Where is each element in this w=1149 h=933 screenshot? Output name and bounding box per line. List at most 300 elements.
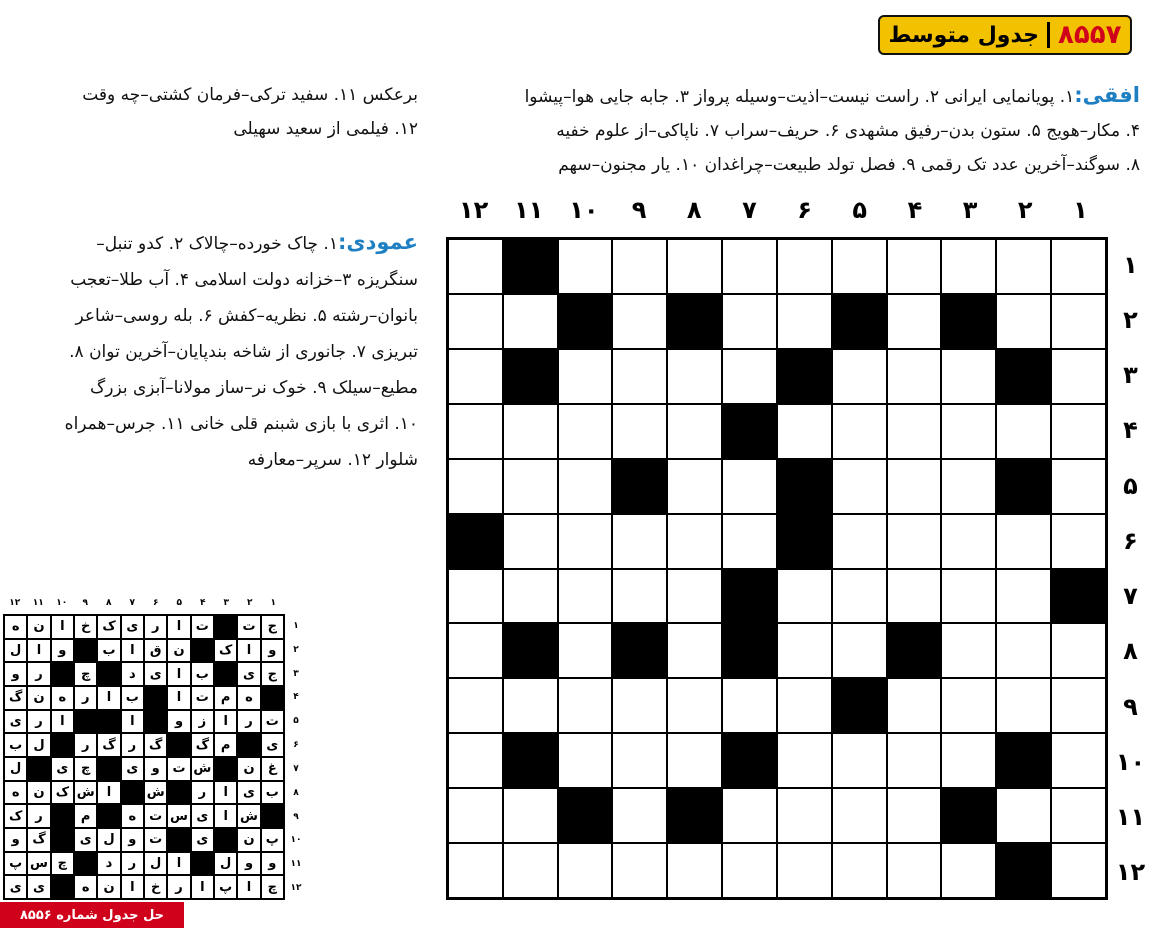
vertical-clues: [0, 224, 418, 478]
grid-cell[interactable]: [612, 569, 667, 624]
grid-cell[interactable]: [503, 514, 558, 569]
grid-cell[interactable]: [996, 404, 1051, 459]
grid-cell[interactable]: [887, 843, 942, 898]
solution-cell: ه: [51, 686, 74, 710]
black-cell: [722, 623, 777, 678]
grid-cell[interactable]: [448, 569, 503, 624]
solution-black-cell: [214, 828, 237, 852]
solution-cell: ل: [4, 639, 27, 663]
solution-column-number-7: ۷: [129, 598, 135, 608]
solution-black-cell: [167, 781, 190, 805]
title-label: جدول متوسط: [888, 22, 1040, 48]
grid-cell[interactable]: [448, 404, 503, 459]
solution-cell: و: [4, 828, 27, 852]
grid-cell[interactable]: [832, 788, 887, 843]
vertical-clue-line: ۱۰. اثری با بازی شبنم قلی خانی ۱۱. جرس–همراه: [64, 414, 418, 434]
solution-cell: ا: [167, 686, 190, 710]
black-cell: [667, 788, 722, 843]
column-number-8: ۸: [686, 196, 702, 224]
solution-cell: ا: [97, 686, 120, 710]
grid-cell[interactable]: [996, 623, 1051, 678]
solution-cell: ک: [214, 639, 237, 663]
title-separator: [1047, 22, 1050, 48]
grid-cell[interactable]: [941, 514, 996, 569]
column-number-12: ۱۲: [458, 196, 489, 224]
solution-cell: ی: [237, 781, 260, 805]
black-cell: [503, 239, 558, 294]
grid-cell[interactable]: [722, 459, 777, 514]
grid-cell[interactable]: [996, 239, 1051, 294]
solution-cell: ت: [191, 615, 214, 639]
vertical-clue-line: مطیع–سیلک ۹. خوک نر–ساز مولانا–آبزی بزرگ: [90, 378, 418, 398]
black-cell: [503, 349, 558, 404]
grid-cell[interactable]: [612, 678, 667, 733]
grid-cell[interactable]: [503, 459, 558, 514]
solution-black-cell: [97, 757, 120, 781]
solution-cell: چ: [74, 757, 97, 781]
solution-black-cell: [97, 662, 120, 686]
solution-cell: ر: [74, 686, 97, 710]
grid-cell[interactable]: [996, 788, 1051, 843]
grid-cell[interactable]: [941, 404, 996, 459]
solution-cell: ا: [214, 710, 237, 734]
crossword-grid: [446, 237, 1108, 900]
column-number-10: ۱۰: [569, 196, 599, 224]
solution-cell: ا: [51, 615, 74, 639]
grid-cell[interactable]: [503, 843, 558, 898]
solution-row-number-3: ۳: [293, 668, 299, 679]
black-cell: [996, 843, 1051, 898]
solution-black-cell: [214, 615, 237, 639]
solution-black-cell: [51, 662, 74, 686]
solution-cell: و: [261, 852, 284, 876]
solution-black-cell: [237, 733, 260, 757]
solution-cell: خ: [144, 875, 167, 899]
solution-black-cell: [97, 804, 120, 828]
grid-cell[interactable]: [887, 733, 942, 788]
grid-cell[interactable]: [1051, 788, 1106, 843]
grid-cell[interactable]: [1051, 459, 1106, 514]
solution-cell: ل: [97, 828, 120, 852]
grid-cell[interactable]: [448, 678, 503, 733]
solution-black-cell: [97, 710, 120, 734]
grid-cell[interactable]: [448, 294, 503, 349]
row-numbers: [1112, 237, 1149, 900]
grid-cell[interactable]: [1051, 733, 1106, 788]
column-number-3: ۳: [962, 196, 978, 224]
solution-cell: ا: [121, 875, 144, 899]
solution-cell: پ: [261, 828, 284, 852]
solution-row-number-11: ۱۱: [290, 859, 302, 870]
solution-cell: گ: [97, 733, 120, 757]
solution-column-number-3: ۳: [223, 598, 229, 608]
solution-black-cell: [214, 662, 237, 686]
solution-cell: گ: [144, 733, 167, 757]
solution-cell: ه: [121, 804, 144, 828]
solution-cell: ک: [97, 615, 120, 639]
solution-cell: و: [4, 662, 27, 686]
solution-cell: چ: [74, 662, 97, 686]
grid-cell[interactable]: [448, 623, 503, 678]
solution-cell: ل: [144, 852, 167, 876]
solution-column-number-5: ۵: [176, 598, 182, 608]
horizontal-clue-line: ۱۲. فیلمی از سعید سهیلی: [233, 119, 418, 139]
black-cell: [996, 459, 1051, 514]
grid-cell[interactable]: [777, 294, 832, 349]
grid-cell[interactable]: [887, 239, 942, 294]
grid-cell[interactable]: [887, 349, 942, 404]
solution-black-cell: [167, 828, 190, 852]
grid-cell[interactable]: [887, 788, 942, 843]
black-cell: [612, 623, 667, 678]
solution-black-cell: [51, 733, 74, 757]
column-number-7: ۷: [742, 196, 757, 224]
solution-cell: خ: [74, 615, 97, 639]
horizontal-label: افقی:: [1074, 83, 1140, 107]
grid-cell[interactable]: [887, 404, 942, 459]
solution-black-cell: [74, 710, 97, 734]
row-number-6: ۶: [1123, 526, 1138, 555]
grid-cell[interactable]: [612, 239, 667, 294]
grid-cell[interactable]: [832, 843, 887, 898]
solution-column-number-2: ۲: [247, 598, 253, 608]
grid-cell[interactable]: [667, 239, 722, 294]
solution-cell: ل: [4, 757, 27, 781]
solution-cell: ی: [121, 757, 144, 781]
grid-cell[interactable]: [887, 678, 942, 733]
grid-cell[interactable]: [777, 623, 832, 678]
solution-row-number-4: ۴: [293, 692, 299, 703]
grid-cell[interactable]: [503, 294, 558, 349]
column-numbers: [446, 196, 1108, 230]
grid-cell[interactable]: [558, 733, 613, 788]
grid-cell[interactable]: [832, 349, 887, 404]
grid-cell[interactable]: [503, 569, 558, 624]
black-cell: [722, 404, 777, 459]
grid-cell[interactable]: [722, 514, 777, 569]
solution-cell: ن: [237, 828, 260, 852]
solution-black-cell: [74, 852, 97, 876]
solution-cell: ر: [121, 733, 144, 757]
black-cell: [1051, 569, 1106, 624]
grid-cell[interactable]: [832, 239, 887, 294]
grid-cell[interactable]: [667, 843, 722, 898]
black-cell: [832, 294, 887, 349]
solution-black-cell: [121, 781, 144, 805]
grid-cell[interactable]: [448, 788, 503, 843]
solution-cell: ر: [74, 733, 97, 757]
grid-cell[interactable]: [448, 239, 503, 294]
grid-cell[interactable]: [612, 788, 667, 843]
solution-cell: و: [167, 710, 190, 734]
solution-cell: ه: [4, 781, 27, 805]
grid-cell[interactable]: [503, 788, 558, 843]
solution-cell: ر: [144, 615, 167, 639]
grid-cell[interactable]: [448, 349, 503, 404]
row-number-4: ۴: [1123, 416, 1138, 445]
solution-column-numbers: [3, 598, 285, 612]
solution-row-number-1: ۱: [293, 620, 299, 631]
grid-cell[interactable]: [941, 349, 996, 404]
solution-black-cell: [51, 804, 74, 828]
solution-cell: ت: [167, 757, 190, 781]
grid-cell[interactable]: [667, 678, 722, 733]
grid-cell[interactable]: [887, 514, 942, 569]
solution-black-cell: [144, 686, 167, 710]
black-cell: [503, 623, 558, 678]
horizontal-clue-line: برعکس ۱۱. سفید ترکی–فرمان کشتی–چه وقت: [82, 85, 418, 105]
black-cell: [777, 514, 832, 569]
grid-cell[interactable]: [996, 569, 1051, 624]
solution-grid: [3, 614, 285, 900]
vertical-clue-line: عمودی:۱. چاک خورده–چالاک ۲. کدو تنبل–: [96, 230, 418, 254]
black-cell: [612, 459, 667, 514]
solution-black-cell: [261, 686, 284, 710]
grid-cell[interactable]: [887, 459, 942, 514]
grid-cell[interactable]: [1051, 623, 1106, 678]
grid-cell[interactable]: [612, 294, 667, 349]
solution-cell: ت: [191, 686, 214, 710]
solution-column-number-4: ۴: [200, 598, 206, 608]
vertical-clue-line: شلوار ۱۲. سرپر–معارفه: [247, 450, 418, 470]
solution-cell: ی: [4, 710, 27, 734]
solution-cell: ا: [167, 852, 190, 876]
black-cell: [667, 294, 722, 349]
solution-row-number-5: ۵: [293, 716, 299, 727]
solution-cell: ل: [214, 852, 237, 876]
solution-cell: غ: [261, 757, 284, 781]
grid-cell[interactable]: [448, 843, 503, 898]
solution-black-cell: [261, 804, 284, 828]
grid-cell[interactable]: [612, 404, 667, 459]
row-number-9: ۹: [1123, 692, 1138, 721]
grid-cell[interactable]: [558, 514, 613, 569]
grid-cell[interactable]: [887, 294, 942, 349]
solution-cell: ن: [97, 875, 120, 899]
grid-cell[interactable]: [667, 733, 722, 788]
grid-cell[interactable]: [996, 678, 1051, 733]
solution-cell: ل: [27, 733, 50, 757]
grid-cell[interactable]: [722, 678, 777, 733]
grid-cell[interactable]: [503, 404, 558, 459]
solution-cell: ر: [167, 875, 190, 899]
grid-cell[interactable]: [667, 569, 722, 624]
grid-cell[interactable]: [558, 843, 613, 898]
grid-cell[interactable]: [1051, 404, 1106, 459]
grid-cell[interactable]: [722, 843, 777, 898]
grid-cell[interactable]: [832, 514, 887, 569]
solution-cell: ش: [237, 804, 260, 828]
solution-cell: ب: [97, 639, 120, 663]
solution-cell: ا: [191, 875, 214, 899]
solution-row-number-12: ۱۲: [290, 883, 302, 894]
solution-cell: ت: [237, 615, 260, 639]
solution-cell: و: [144, 757, 167, 781]
grid-cell[interactable]: [1051, 678, 1106, 733]
grid-cell[interactable]: [667, 349, 722, 404]
grid-cell[interactable]: [941, 623, 996, 678]
solution-cell: د: [97, 852, 120, 876]
solution-cell: ی: [4, 875, 27, 899]
grid-cell[interactable]: [941, 239, 996, 294]
column-number-9: ۹: [631, 196, 647, 224]
grid-cell[interactable]: [1051, 294, 1106, 349]
solution-cell: ق: [144, 639, 167, 663]
grid-cell[interactable]: [722, 349, 777, 404]
grid-cell[interactable]: [722, 788, 777, 843]
solution-cell: ش: [191, 757, 214, 781]
solution-row-number-8: ۸: [293, 787, 299, 798]
column-number-11: ۱۱: [514, 196, 544, 224]
grid-cell[interactable]: [558, 459, 613, 514]
black-cell: [941, 788, 996, 843]
grid-cell[interactable]: [941, 733, 996, 788]
grid-cell[interactable]: [667, 459, 722, 514]
solution-cell: ر: [191, 781, 214, 805]
grid-cell[interactable]: [1051, 239, 1106, 294]
solution-cell: ه: [4, 615, 27, 639]
solution-cell: ه: [237, 686, 260, 710]
grid-cell[interactable]: [722, 239, 777, 294]
grid-cell[interactable]: [832, 569, 887, 624]
solution-cell: ا: [237, 639, 260, 663]
grid-cell[interactable]: [558, 678, 613, 733]
solution-cell: ا: [167, 662, 190, 686]
row-number-8: ۸: [1123, 637, 1138, 666]
solution-cell: پ: [214, 875, 237, 899]
solution-black-cell: [144, 710, 167, 734]
black-cell: [448, 514, 503, 569]
solution-column-number-1: ۱: [270, 598, 276, 608]
grid-cell[interactable]: [558, 349, 613, 404]
solution-cell: س: [167, 804, 190, 828]
grid-cell[interactable]: [777, 678, 832, 733]
solution-cell: ر: [237, 710, 260, 734]
solution-cell: ب: [121, 686, 144, 710]
grid-cell[interactable]: [996, 294, 1051, 349]
horizontal-clues-continued: [0, 78, 418, 146]
solution-cell: ی: [144, 662, 167, 686]
vertical-clue-line: سنگریزه ۳–خزانه دولت اسلامی ۴. آب طلا–تعجب: [70, 270, 418, 290]
solution-cell: و: [121, 828, 144, 852]
solution-cell: ر: [27, 662, 50, 686]
solution-cell: ا: [121, 639, 144, 663]
solution-black-cell: [74, 639, 97, 663]
grid-cell[interactable]: [612, 843, 667, 898]
grid-cell[interactable]: [558, 569, 613, 624]
grid-cell[interactable]: [667, 623, 722, 678]
solution-cell: ا: [214, 781, 237, 805]
horizontal-clue-line: ۴. مکار–هویج ۵. ستون بدن–رفیق مشهدی ۶. حریف–سراب ۷. ناپاکی–از علوم خفیه: [556, 121, 1140, 141]
grid-cell[interactable]: [832, 404, 887, 459]
solution-cell: و: [51, 639, 74, 663]
black-cell: [887, 623, 942, 678]
solution-cell: گ: [27, 828, 50, 852]
grid-cell[interactable]: [667, 514, 722, 569]
solution-column-number-6: ۶: [153, 598, 159, 608]
solution-cell: ر: [27, 710, 50, 734]
grid-cell[interactable]: [448, 459, 503, 514]
solution-cell: و: [261, 639, 284, 663]
solution-cell: ی: [51, 757, 74, 781]
row-number-7: ۷: [1123, 582, 1138, 611]
solution-cell: ب: [191, 662, 214, 686]
grid-cell[interactable]: [777, 788, 832, 843]
grid-cell[interactable]: [667, 404, 722, 459]
solution-cell: م: [214, 686, 237, 710]
grid-cell[interactable]: [996, 514, 1051, 569]
grid-cell[interactable]: [722, 294, 777, 349]
solution-cell: ت: [144, 828, 167, 852]
grid-cell[interactable]: [941, 843, 996, 898]
grid-cell[interactable]: [448, 733, 503, 788]
solution-cell: ت: [261, 710, 284, 734]
solution-black-cell: [27, 757, 50, 781]
solution-cell: ک: [51, 781, 74, 805]
grid-cell[interactable]: [777, 239, 832, 294]
grid-cell[interactable]: [503, 678, 558, 733]
solution-black-cell: [51, 875, 74, 899]
grid-cell[interactable]: [1051, 843, 1106, 898]
grid-cell[interactable]: [558, 623, 613, 678]
grid-cell[interactable]: [777, 733, 832, 788]
solution-cell: د: [121, 662, 144, 686]
row-number-11: ۱۱: [1115, 803, 1146, 832]
solution-cell: پ: [4, 852, 27, 876]
row-number-10: ۱۰: [1115, 747, 1146, 776]
solution-row-numbers: [288, 614, 304, 900]
solution-cell: ن: [27, 686, 50, 710]
solution-cell: گ: [191, 733, 214, 757]
solution-cell: ک: [4, 804, 27, 828]
solution-row-number-2: ۲: [293, 644, 299, 655]
grid-cell[interactable]: [941, 678, 996, 733]
grid-cell[interactable]: [1051, 349, 1106, 404]
solution-cell: ا: [51, 710, 74, 734]
solution-black-cell: [51, 828, 74, 852]
grid-cell[interactable]: [777, 569, 832, 624]
grid-cell[interactable]: [612, 349, 667, 404]
solution-column-number-12: ۱۲: [9, 598, 21, 608]
grid-cell[interactable]: [612, 733, 667, 788]
grid-cell[interactable]: [777, 404, 832, 459]
solution-cell: م: [74, 804, 97, 828]
grid-cell[interactable]: [777, 843, 832, 898]
solution-row-number-10: ۱۰: [290, 835, 302, 846]
row-number-5: ۵: [1123, 471, 1138, 500]
grid-cell[interactable]: [887, 569, 942, 624]
solution-cell: ن: [167, 639, 190, 663]
grid-cell[interactable]: [941, 569, 996, 624]
solution-cell: ی: [27, 875, 50, 899]
solution-row-number-7: ۷: [293, 763, 299, 774]
solution-cell: ا: [167, 615, 190, 639]
grid-cell[interactable]: [558, 239, 613, 294]
solution-cell: ب: [4, 733, 27, 757]
grid-cell[interactable]: [612, 514, 667, 569]
grid-cell[interactable]: [558, 404, 613, 459]
solution-cell: ر: [121, 852, 144, 876]
solution-cell: ی: [191, 828, 214, 852]
grid-cell[interactable]: [832, 733, 887, 788]
grid-cell[interactable]: [832, 459, 887, 514]
column-number-5: ۵: [852, 196, 868, 224]
grid-cell[interactable]: [1051, 514, 1106, 569]
column-number-1: ۱: [1073, 196, 1088, 224]
grid-cell[interactable]: [832, 623, 887, 678]
grid-cell[interactable]: [941, 459, 996, 514]
black-cell: [996, 349, 1051, 404]
